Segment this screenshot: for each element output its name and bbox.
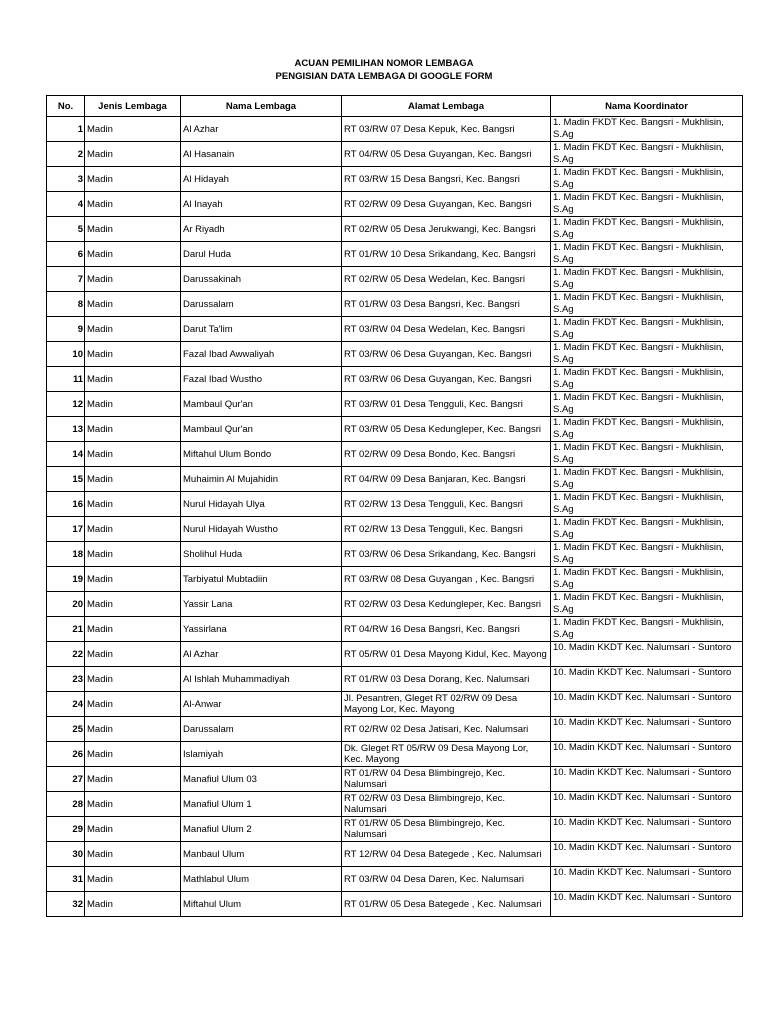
cell-jenis-lembaga: Madin <box>85 592 181 617</box>
cell-no: 7 <box>47 267 85 292</box>
table-row <box>47 692 743 717</box>
table-header-row <box>47 96 743 117</box>
cell-alamat-lembaga: RT 03/RW 04 Desa Daren, Kec. Nalumsari <box>342 867 551 892</box>
cell-alamat-lembaga: RT 03/RW 06 Desa Srikandang, Kec. Bangsri <box>342 542 551 567</box>
cell-alamat-lembaga: RT 01/RW 04 Desa Blimbingrejo, Kec. Nalumsari <box>342 767 551 792</box>
table-row <box>47 342 743 367</box>
cell-no: 29 <box>47 817 85 842</box>
cell-nama-lembaga: Manafiul Ulum 2 <box>181 817 342 842</box>
cell-nama-lembaga: Al Azhar <box>181 117 342 142</box>
table-row <box>47 192 743 217</box>
cell-jenis-lembaga: Madin <box>85 192 181 217</box>
cell-no: 12 <box>47 392 85 417</box>
table-row <box>47 542 743 567</box>
cell-jenis-lembaga: Madin <box>85 867 181 892</box>
cell-nama-koordinator: 1. Madin FKDT Kec. Bangsri - Mukhlisin, S.Ag <box>551 317 743 342</box>
document-title <box>0 57 768 83</box>
table-row <box>47 492 743 517</box>
cell-nama-koordinator: 1. Madin FKDT Kec. Bangsri - Mukhlisin, S.Ag <box>551 367 743 392</box>
cell-nama-koordinator: 1. Madin FKDT Kec. Bangsri - Mukhlisin, S.Ag <box>551 342 743 367</box>
table-row <box>47 817 743 842</box>
table-row <box>47 317 743 342</box>
cell-no: 18 <box>47 542 85 567</box>
cell-no: 1 <box>47 117 85 142</box>
cell-alamat-lembaga: Dk. Gleget RT 05/RW 09 Desa Mayong Lor, Kec. Mayong <box>342 742 551 767</box>
cell-nama-koordinator: 10. Madin KKDT Kec. Nalumsari - Suntoro <box>551 667 743 692</box>
cell-nama-koordinator: 1. Madin FKDT Kec. Bangsri - Mukhlisin, S.Ag <box>551 592 743 617</box>
cell-nama-lembaga: Manafiul Ulum 03 <box>181 767 342 792</box>
cell-nama-lembaga: Al Inayah <box>181 192 342 217</box>
cell-jenis-lembaga: Madin <box>85 242 181 267</box>
table-row <box>47 442 743 467</box>
cell-jenis-lembaga: Madin <box>85 367 181 392</box>
cell-nama-koordinator: 10. Madin KKDT Kec. Nalumsari - Suntoro <box>551 842 743 867</box>
cell-nama-koordinator: 1. Madin FKDT Kec. Bangsri - Mukhlisin, S.Ag <box>551 492 743 517</box>
cell-nama-koordinator: 1. Madin FKDT Kec. Bangsri - Mukhlisin, S.Ag <box>551 217 743 242</box>
cell-nama-koordinator: 1. Madin FKDT Kec. Bangsri - Mukhlisin, S.Ag <box>551 142 743 167</box>
cell-nama-lembaga: Yassir Lana <box>181 592 342 617</box>
cell-alamat-lembaga: RT 02/RW 03 Desa Kedungleper, Kec. Bangsri <box>342 592 551 617</box>
cell-no: 3 <box>47 167 85 192</box>
table-row <box>47 642 743 667</box>
cell-nama-lembaga: Al-Anwar <box>181 692 342 717</box>
cell-jenis-lembaga: Madin <box>85 767 181 792</box>
cell-no: 27 <box>47 767 85 792</box>
cell-nama-koordinator: 1. Madin FKDT Kec. Bangsri - Mukhlisin, S.Ag <box>551 567 743 592</box>
table-row <box>47 742 743 767</box>
cell-alamat-lembaga: RT 01/RW 05 Desa Bategede , Kec. Nalumsari <box>342 892 551 917</box>
cell-nama-lembaga: Fazal Ibad Awwaliyah <box>181 342 342 367</box>
header-no: No. <box>47 96 85 117</box>
cell-jenis-lembaga: Madin <box>85 642 181 667</box>
table-row <box>47 667 743 692</box>
cell-alamat-lembaga: RT 03/RW 05 Desa Kedungleper, Kec. Bangsri <box>342 417 551 442</box>
cell-jenis-lembaga: Madin <box>85 467 181 492</box>
cell-nama-koordinator: 10. Madin KKDT Kec. Nalumsari - Suntoro <box>551 717 743 742</box>
cell-alamat-lembaga: RT 01/RW 05 Desa Blimbingrejo, Kec. Nalumsari <box>342 817 551 842</box>
cell-nama-lembaga: Islamiyah <box>181 742 342 767</box>
cell-nama-lembaga: Al Azhar <box>181 642 342 667</box>
table-row <box>47 467 743 492</box>
table-row <box>47 842 743 867</box>
cell-nama-lembaga: Tarbiyatul Mubtadiin <box>181 567 342 592</box>
cell-alamat-lembaga: RT 02/RW 05 Desa Jerukwangi, Kec. Bangsri <box>342 217 551 242</box>
cell-jenis-lembaga: Madin <box>85 542 181 567</box>
cell-no: 9 <box>47 317 85 342</box>
cell-jenis-lembaga: Madin <box>85 792 181 817</box>
cell-nama-koordinator: 1. Madin FKDT Kec. Bangsri - Mukhlisin, S.Ag <box>551 417 743 442</box>
table-row <box>47 592 743 617</box>
cell-nama-koordinator: 10. Madin KKDT Kec. Nalumsari - Suntoro <box>551 642 743 667</box>
cell-no: 8 <box>47 292 85 317</box>
cell-alamat-lembaga: RT 02/RW 02 Desa Jatisari, Kec. Nalumsari <box>342 717 551 742</box>
cell-nama-lembaga: Fazal Ibad Wustho <box>181 367 342 392</box>
cell-nama-koordinator: 1. Madin FKDT Kec. Bangsri - Mukhlisin, S.Ag <box>551 242 743 267</box>
table-row <box>47 892 743 917</box>
cell-jenis-lembaga: Madin <box>85 892 181 917</box>
cell-alamat-lembaga: RT 03/RW 08 Desa Guyangan , Kec. Bangsri <box>342 567 551 592</box>
table-row <box>47 217 743 242</box>
cell-nama-lembaga: Mathlabul Ulum <box>181 867 342 892</box>
cell-nama-lembaga: Darussakinah <box>181 267 342 292</box>
cell-alamat-lembaga: RT 03/RW 06 Desa Guyangan, Kec. Bangsri <box>342 367 551 392</box>
header-jenis-lembaga: Jenis Lembaga <box>85 96 181 117</box>
table-row <box>47 367 743 392</box>
cell-no: 30 <box>47 842 85 867</box>
table-row <box>47 517 743 542</box>
cell-nama-koordinator: 1. Madin FKDT Kec. Bangsri - Mukhlisin, S.Ag <box>551 392 743 417</box>
cell-nama-lembaga: Mambaul Qur'an <box>181 392 342 417</box>
cell-jenis-lembaga: Madin <box>85 742 181 767</box>
cell-alamat-lembaga: RT 02/RW 13 Desa Tengguli, Kec. Bangsri <box>342 517 551 542</box>
cell-nama-lembaga: Al Hasanain <box>181 142 342 167</box>
cell-jenis-lembaga: Madin <box>85 267 181 292</box>
table-row <box>47 142 743 167</box>
cell-no: 6 <box>47 242 85 267</box>
cell-nama-koordinator: 1. Madin FKDT Kec. Bangsri - Mukhlisin, S.Ag <box>551 617 743 642</box>
cell-no: 24 <box>47 692 85 717</box>
cell-nama-koordinator: 10. Madin KKDT Kec. Nalumsari - Suntoro <box>551 692 743 717</box>
cell-nama-koordinator: 1. Madin FKDT Kec. Bangsri - Mukhlisin, S.Ag <box>551 192 743 217</box>
title-line-2: PENGISIAN DATA LEMBAGA DI GOOGLE FORM <box>275 71 493 82</box>
cell-jenis-lembaga: Madin <box>85 617 181 642</box>
cell-no: 25 <box>47 717 85 742</box>
cell-nama-lembaga: Manbaul Ulum <box>181 842 342 867</box>
cell-nama-lembaga: Nurul Hidayah Wustho <box>181 517 342 542</box>
cell-nama-koordinator: 1. Madin FKDT Kec. Bangsri - Mukhlisin, S.Ag <box>551 117 743 142</box>
table-row <box>47 117 743 142</box>
cell-no: 28 <box>47 792 85 817</box>
cell-no: 2 <box>47 142 85 167</box>
cell-nama-lembaga: Darussalam <box>181 292 342 317</box>
cell-nama-lembaga: Al Hidayah <box>181 167 342 192</box>
table-row <box>47 617 743 642</box>
cell-no: 10 <box>47 342 85 367</box>
cell-alamat-lembaga: RT 02/RW 03 Desa Blimbingrejo, Kec. Nalumsari <box>342 792 551 817</box>
cell-jenis-lembaga: Madin <box>85 142 181 167</box>
cell-alamat-lembaga: RT 03/RW 07 Desa Kepuk, Kec. Bangsri <box>342 117 551 142</box>
cell-alamat-lembaga: RT 02/RW 13 Desa Tengguli, Kec. Bangsri <box>342 492 551 517</box>
table-row <box>47 767 743 792</box>
table-row <box>47 792 743 817</box>
cell-nama-koordinator: 1. Madin FKDT Kec. Bangsri - Mukhlisin, S.Ag <box>551 517 743 542</box>
cell-jenis-lembaga: Madin <box>85 692 181 717</box>
cell-jenis-lembaga: Madin <box>85 417 181 442</box>
cell-jenis-lembaga: Madin <box>85 292 181 317</box>
cell-no: 22 <box>47 642 85 667</box>
cell-nama-lembaga: Sholihul Huda <box>181 542 342 567</box>
cell-nama-lembaga: Miftahul Ulum <box>181 892 342 917</box>
cell-alamat-lembaga: RT 02/RW 05 Desa Wedelan, Kec. Bangsri <box>342 267 551 292</box>
cell-nama-lembaga: Darul Huda <box>181 242 342 267</box>
cell-jenis-lembaga: Madin <box>85 342 181 367</box>
cell-alamat-lembaga: RT 03/RW 04 Desa Wedelan, Kec. Bangsri <box>342 317 551 342</box>
cell-jenis-lembaga: Madin <box>85 392 181 417</box>
cell-alamat-lembaga: RT 12/RW 04 Desa Bategede , Kec. Nalumsari <box>342 842 551 867</box>
cell-nama-koordinator: 10. Madin KKDT Kec. Nalumsari - Suntoro <box>551 792 743 817</box>
cell-nama-lembaga: Manafiul Ulum 1 <box>181 792 342 817</box>
cell-nama-lembaga: Darussalam <box>181 717 342 742</box>
cell-no: 17 <box>47 517 85 542</box>
table-row <box>47 867 743 892</box>
table-row <box>47 267 743 292</box>
table-body <box>47 117 743 917</box>
cell-nama-lembaga: Al Ishlah Muhammadiyah <box>181 667 342 692</box>
cell-no: 11 <box>47 367 85 392</box>
cell-alamat-lembaga: RT 05/RW 01 Desa Mayong Kidul, Kec. Mayong <box>342 642 551 667</box>
cell-jenis-lembaga: Madin <box>85 442 181 467</box>
cell-jenis-lembaga: Madin <box>85 842 181 867</box>
cell-no: 31 <box>47 867 85 892</box>
cell-no: 26 <box>47 742 85 767</box>
cell-nama-koordinator: 10. Madin KKDT Kec. Nalumsari - Suntoro <box>551 867 743 892</box>
cell-no: 13 <box>47 417 85 442</box>
cell-alamat-lembaga: RT 04/RW 16 Desa Bangsri, Kec. Bangsri <box>342 617 551 642</box>
cell-no: 16 <box>47 492 85 517</box>
cell-jenis-lembaga: Madin <box>85 167 181 192</box>
cell-jenis-lembaga: Madin <box>85 217 181 242</box>
cell-jenis-lembaga: Madin <box>85 317 181 342</box>
cell-alamat-lembaga: RT 01/RW 03 Desa Dorang, Kec. Nalumsari <box>342 667 551 692</box>
cell-jenis-lembaga: Madin <box>85 567 181 592</box>
cell-nama-koordinator: 10. Madin KKDT Kec. Nalumsari - Suntoro <box>551 742 743 767</box>
cell-jenis-lembaga: Madin <box>85 717 181 742</box>
table-row <box>47 167 743 192</box>
cell-no: 21 <box>47 617 85 642</box>
cell-alamat-lembaga: RT 04/RW 05 Desa Guyangan, Kec. Bangsri <box>342 142 551 167</box>
cell-no: 14 <box>47 442 85 467</box>
cell-nama-lembaga: Muhaimin Al Mujahidin <box>181 467 342 492</box>
table-row <box>47 567 743 592</box>
table-row <box>47 392 743 417</box>
cell-no: 19 <box>47 567 85 592</box>
cell-jenis-lembaga: Madin <box>85 492 181 517</box>
cell-no: 15 <box>47 467 85 492</box>
cell-alamat-lembaga: RT 01/RW 03 Desa Bangsri, Kec. Bangsri <box>342 292 551 317</box>
cell-nama-koordinator: 1. Madin FKDT Kec. Bangsri - Mukhlisin, S.Ag <box>551 267 743 292</box>
header-nama-koordinator: Nama Koordinator <box>551 96 743 117</box>
cell-alamat-lembaga: RT 03/RW 01 Desa Tengguli, Kec. Bangsri <box>342 392 551 417</box>
header-alamat-lembaga: Alamat Lembaga <box>342 96 551 117</box>
cell-no: 5 <box>47 217 85 242</box>
cell-alamat-lembaga: RT 03/RW 15 Desa Bangsri, Kec. Bangsri <box>342 167 551 192</box>
cell-nama-lembaga: Ar Riyadh <box>181 217 342 242</box>
cell-jenis-lembaga: Madin <box>85 117 181 142</box>
cell-nama-koordinator: 1. Madin FKDT Kec. Bangsri - Mukhlisin, S.Ag <box>551 292 743 317</box>
table-row <box>47 717 743 742</box>
cell-nama-koordinator: 10. Madin KKDT Kec. Nalumsari - Suntoro <box>551 892 743 917</box>
cell-nama-lembaga: Miftahul Ulum Bondo <box>181 442 342 467</box>
cell-alamat-lembaga: RT 02/RW 09 Desa Guyangan, Kec. Bangsri <box>342 192 551 217</box>
cell-nama-koordinator: 10. Madin KKDT Kec. Nalumsari - Suntoro <box>551 817 743 842</box>
cell-no: 32 <box>47 892 85 917</box>
cell-nama-koordinator: 1. Madin FKDT Kec. Bangsri - Mukhlisin, S.Ag <box>551 167 743 192</box>
cell-jenis-lembaga: Madin <box>85 667 181 692</box>
cell-nama-koordinator: 1. Madin FKDT Kec. Bangsri - Mukhlisin, S.Ag <box>551 467 743 492</box>
cell-alamat-lembaga: RT 01/RW 10 Desa Srikandang, Kec. Bangsri <box>342 242 551 267</box>
cell-nama-koordinator: 1. Madin FKDT Kec. Bangsri - Mukhlisin, S.Ag <box>551 442 743 467</box>
cell-alamat-lembaga: RT 02/RW 09 Desa Bondo, Kec. Bangsri <box>342 442 551 467</box>
cell-no: 4 <box>47 192 85 217</box>
cell-nama-lembaga: Darut Ta'lim <box>181 317 342 342</box>
cell-no: 20 <box>47 592 85 617</box>
table-row <box>47 292 743 317</box>
cell-nama-lembaga: Mambaul Qur'an <box>181 417 342 442</box>
cell-nama-koordinator: 1. Madin FKDT Kec. Bangsri - Mukhlisin, S.Ag <box>551 542 743 567</box>
title-line-1: ACUAN PEMILIHAN NOMOR LEMBAGA <box>294 58 474 69</box>
table-row <box>47 242 743 267</box>
cell-nama-koordinator: 10. Madin KKDT Kec. Nalumsari - Suntoro <box>551 767 743 792</box>
cell-alamat-lembaga: Jl. Pesantren, Gleget RT 02/RW 09 Desa Mayong Lor, Kec. Mayong <box>342 692 551 717</box>
cell-no: 23 <box>47 667 85 692</box>
cell-alamat-lembaga: RT 03/RW 06 Desa Guyangan, Kec. Bangsri <box>342 342 551 367</box>
lembaga-table <box>46 95 743 917</box>
table-row <box>47 417 743 442</box>
header-nama-lembaga: Nama Lembaga <box>181 96 342 117</box>
cell-nama-lembaga: Nurul Hidayah Ulya <box>181 492 342 517</box>
cell-jenis-lembaga: Madin <box>85 517 181 542</box>
cell-alamat-lembaga: RT 04/RW 09 Desa Banjaran, Kec. Bangsri <box>342 467 551 492</box>
cell-jenis-lembaga: Madin <box>85 817 181 842</box>
cell-nama-lembaga: Yassirlana <box>181 617 342 642</box>
